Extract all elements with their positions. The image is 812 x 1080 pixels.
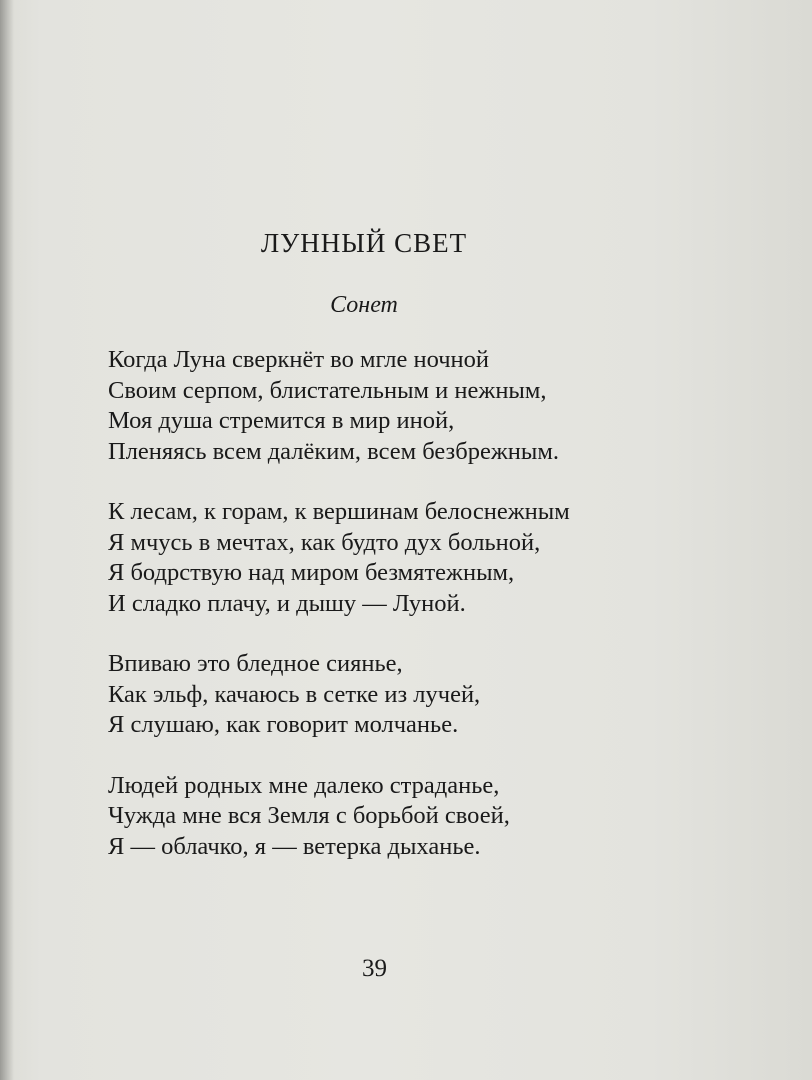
poem-line: Когда Луна сверкнёт во мгле ночной — [108, 346, 490, 373]
page-number: 39 — [362, 955, 387, 982]
gutter-shadow — [0, 0, 14, 1080]
stanza-1 — [108, 345, 728, 467]
poem-line: Я бодрствую над миром безмятежным, — [108, 559, 515, 586]
poem-body — [108, 345, 728, 862]
stanza-4 — [108, 771, 728, 863]
poem-line: И сладко плачу, и дышу — Луной. — [108, 589, 466, 617]
poem-line: Я — облачко, я — ветерка дыханье. — [108, 832, 481, 860]
poem-line: Своим серпом, блистательным и нежным, — [108, 376, 547, 404]
poem-line: Чужда мне вся Земля с борьбой своей, — [108, 802, 510, 829]
stanza-3 — [108, 649, 728, 741]
poem-line: Людей родных мне далеко страданье, — [108, 771, 500, 799]
poem-line: Пленяясь всем далёким, всем безбрежным. — [108, 437, 559, 465]
poem-line: Я мчусь в мечтах, как будто дух больной, — [108, 528, 541, 556]
poem-line: Я слушаю, как говорит молчанье. — [108, 711, 459, 738]
poem-line: К лесам, к горам, к вершинам белоснежным — [108, 498, 570, 525]
poem-subtitle: Сонет — [330, 292, 398, 318]
stanza-2 — [108, 497, 728, 619]
poem-line: Впиваю это бледное сиянье, — [108, 650, 403, 677]
poem-line: Моя душа стремится в мир иной, — [108, 407, 455, 434]
poem-line: Как эльф, качаюсь в сетке из лучей, — [108, 680, 481, 708]
poem-title: ЛУННЫЙ СВЕТ — [260, 228, 468, 258]
